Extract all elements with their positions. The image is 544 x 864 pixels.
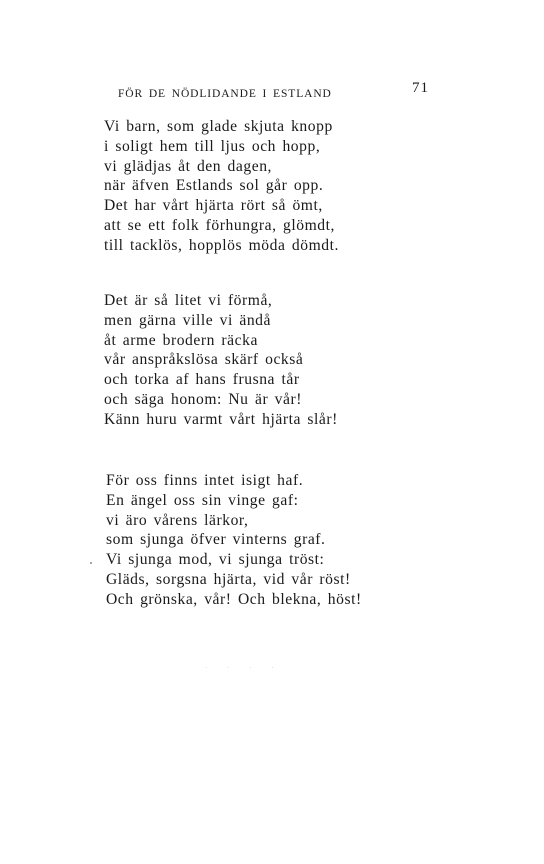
verse-line: En ängel oss sin vinge gaf: xyxy=(106,491,299,509)
poem-stanza-1 xyxy=(104,117,404,256)
verse-line: som sjunga öfver vinterns graf. xyxy=(106,531,326,549)
poem-stanza-3 xyxy=(106,471,406,610)
print-speck-row: · · · · xyxy=(205,664,283,672)
verse-line: Det har vårt hjärta rört så ömt, xyxy=(104,197,323,215)
verse-line: vi glädjas åt den dagen, xyxy=(104,157,272,175)
verse-line: Det är så litet vi förmå, xyxy=(104,292,273,309)
verse-line: men gärna ville vi ändå xyxy=(104,311,272,329)
verse-line: och torka af hans frusna tår xyxy=(104,371,300,389)
verse-line: att se ett folk förhungra, glömdt, xyxy=(104,216,335,234)
page-number: 71 xyxy=(412,80,429,96)
verse-line: till tacklös, hopplös möda dömdt. xyxy=(104,236,339,254)
verse-line: när äfven Estlands sol går opp. xyxy=(104,177,324,195)
verse-line: vi äro vårens lärkor, xyxy=(106,511,249,529)
verse-line: vår anspråkslösa skärf också xyxy=(104,351,304,369)
verse-line: Vi sjunga mod, vi sjunga tröst: xyxy=(106,551,325,569)
verse-line: Och grönska, vår! Och blekna, höst! xyxy=(106,590,362,608)
poem-stanza-2 xyxy=(104,291,404,430)
verse-line: Gläds, sorgsna hjärta, vid vår röst! xyxy=(106,570,351,588)
running-head: FÖR DE NÖDLIDANDE I ESTLAND xyxy=(118,88,332,100)
verse-line: och säga honom: Nu är vår! xyxy=(104,390,302,408)
verse-line: Känn huru varmt vårt hjärta slår! xyxy=(104,410,338,428)
verse-line: åt arme brodern räcka xyxy=(104,331,258,349)
verse-line: Vi barn, som glade skjuta knopp xyxy=(104,118,333,135)
verse-line: För oss finns intet isigt haf. xyxy=(106,472,304,489)
print-speck xyxy=(90,562,92,564)
verse-line: i soligt hem till ljus och hopp, xyxy=(104,137,321,155)
